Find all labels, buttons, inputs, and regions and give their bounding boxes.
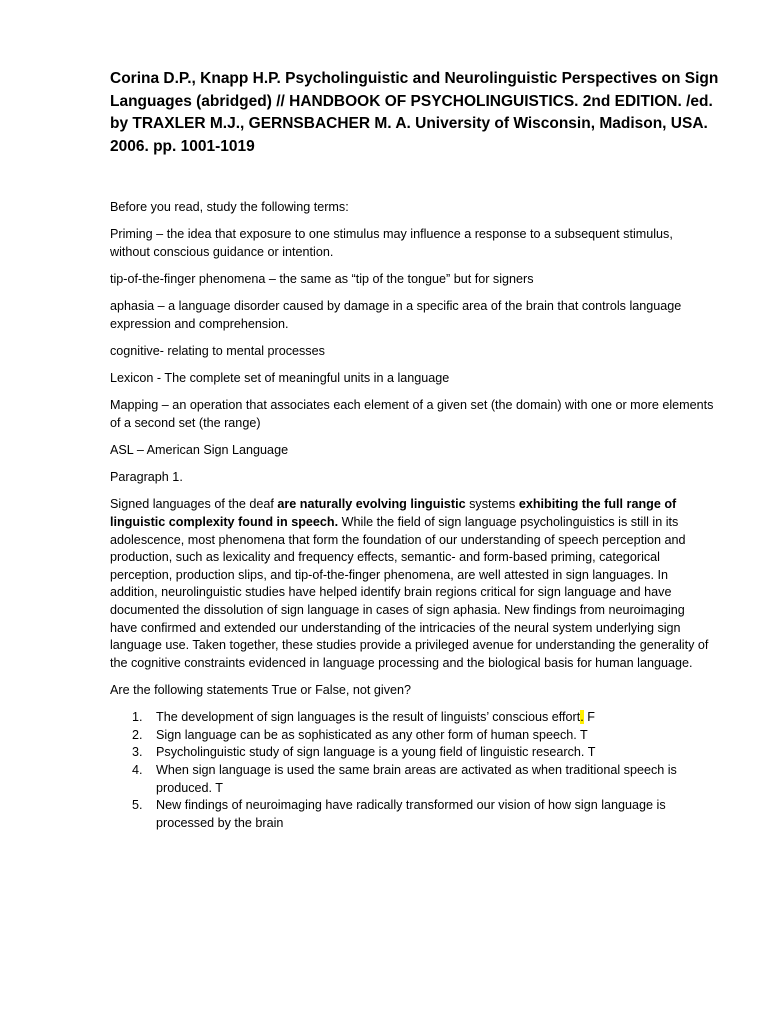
- statement-item: [110, 727, 714, 745]
- statement-item: [110, 744, 714, 762]
- statement-number: 4.: [132, 762, 143, 777]
- term-asl: ASL – American Sign Language: [110, 443, 289, 458]
- term-priming: Priming – the idea that exposure to one stimulus may influence a response to a subsequent stimulus, without conscious guidance or intention.: [110, 227, 673, 259]
- term-aphasia: aphasia – a language disorder caused by damage in a specific area of the brain that controls language expression and comprehension.: [110, 299, 682, 331]
- statements-list: [110, 709, 714, 832]
- paragraph-text-part: systems: [465, 497, 519, 512]
- term-lexicon: Lexicon - The complete set of meaningful units in a language: [110, 371, 450, 386]
- paragraph-bold-phrase: exhibiting the full range of linguistic complexity found in speech.: [110, 497, 677, 530]
- statement-number: 3.: [132, 745, 143, 760]
- highlighted-mark: .: [580, 710, 584, 725]
- statement-item: [110, 709, 714, 727]
- paragraph-text-part: Signed languages of the deaf: [110, 497, 278, 512]
- document-title: Corina D.P., Knapp H.P. Psycholinguistic and Neurolinguistic Perspectives on Sign Languages (abridged) // HANDBOOK OF PSYCHOLINGUISTICS. 2nd EDITION. /ed. by TRAXLER M.J., GERNSBACHER M. A. University of Wisconsin, Madison, USA. 2006. pp. 1001-1019: [110, 70, 719, 155]
- paragraph-bold-phrase: are naturally evolving linguistic: [277, 497, 466, 512]
- statement-text: New findings of neuroimaging have radically transformed our vision of how sign language is processed by the brain: [156, 798, 666, 830]
- statement-number: 2.: [132, 727, 143, 742]
- statement-answer: F: [583, 710, 595, 725]
- term-mapping: Mapping – an operation that associates each element of a given set (the domain) with one or more elements of a second set (the range): [110, 398, 714, 430]
- paragraph-heading: Paragraph 1.: [110, 470, 183, 485]
- term-tip-of-the-finger: tip-of-the-finger phenomena – the same as “tip of the tongue” but for signers: [110, 271, 534, 286]
- statement-text: The development of sign languages is the result of linguists’ conscious effort: [156, 710, 581, 725]
- statement-text: Sign language can be as sophisticated as any other form of human speech. T: [156, 727, 588, 742]
- question-prompt: Are the following statements True or False, not given?: [110, 683, 412, 697]
- paragraph-text: [110, 496, 714, 672]
- statement-item: [110, 797, 714, 832]
- paragraph-text-part: While the field of sign language psycholinguistics is still in its adolescence, most phenomena that form the foundation of our understanding of speech perception and production, such as lexicality and frequency effects, semantic- and form-based priming, categorical perception, production slips, and tip-of-the-finger phenomena, are well attested in sign languages. In addition, neurolinguistic studies have helped identify brain regions critical for sign language and have documented the dissolution of sign language in cases of sign aphasia. New findings from neuroimaging have confirmed and extended our understanding of the intricacies of the neural system underlying sign language use. Taken together, these studies provide a privileged avenue for understanding the generality of the cognitive constraints evidenced in language processing and the biological basis for human language.: [110, 515, 709, 670]
- statement-text: When sign language is used the same brain areas are activated as when traditional speech is produced. T: [156, 762, 677, 795]
- statement-item: [110, 762, 714, 797]
- intro-text: Before you read, study the following terms:: [110, 200, 349, 214]
- term-cognitive: cognitive- relating to mental processes: [110, 343, 325, 358]
- statement-number: 5.: [132, 798, 143, 813]
- document-body: [110, 199, 714, 832]
- statement-number: 1.: [132, 710, 143, 725]
- statement-text: Psycholinguistic study of sign language is a young field of linguistic research. T: [156, 745, 596, 760]
